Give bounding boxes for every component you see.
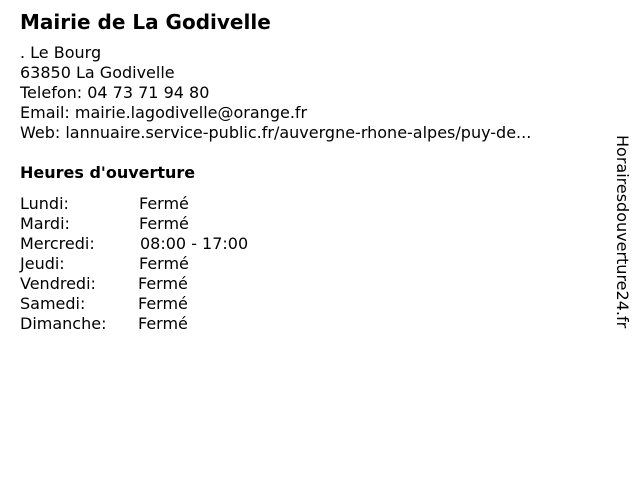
day-hours: Fermé — [138, 274, 188, 293]
day-label: Jeudi: — [20, 254, 65, 273]
page-title: Mairie de La Godivelle — [20, 10, 271, 34]
day-label: Vendredi: — [20, 274, 96, 293]
street-address: . Le Bourg — [20, 43, 102, 62]
day-label: Mardi: — [20, 214, 70, 233]
day-label: Dimanche: — [20, 314, 107, 333]
phone-number: Telefon: 04 73 71 94 80 — [20, 83, 210, 102]
site-watermark: Horairesdouverture24.fr — [613, 135, 632, 329]
day-label: Lundi: — [20, 194, 69, 213]
day-label: Mercredi: — [20, 234, 95, 253]
day-label: Samedi: — [20, 294, 86, 313]
day-hours: Fermé — [138, 294, 188, 313]
day-hours: Fermé — [139, 254, 189, 273]
postal-city: 63850 La Godivelle — [20, 63, 175, 82]
email-address: Email: mairie.lagodivelle@orange.fr — [20, 103, 308, 122]
day-hours: Fermé — [138, 314, 188, 333]
opening-hours-heading: Heures d'ouverture — [20, 163, 196, 182]
website-url: Web: lannuaire.service-public.fr/auvergne-rhone-alpes/puy-de... — [20, 123, 532, 142]
day-hours: Fermé — [139, 214, 189, 233]
day-hours: 08:00 - 17:00 — [140, 234, 249, 253]
address-block — [20, 43, 531, 143]
day-hours: Fermé — [139, 194, 189, 213]
